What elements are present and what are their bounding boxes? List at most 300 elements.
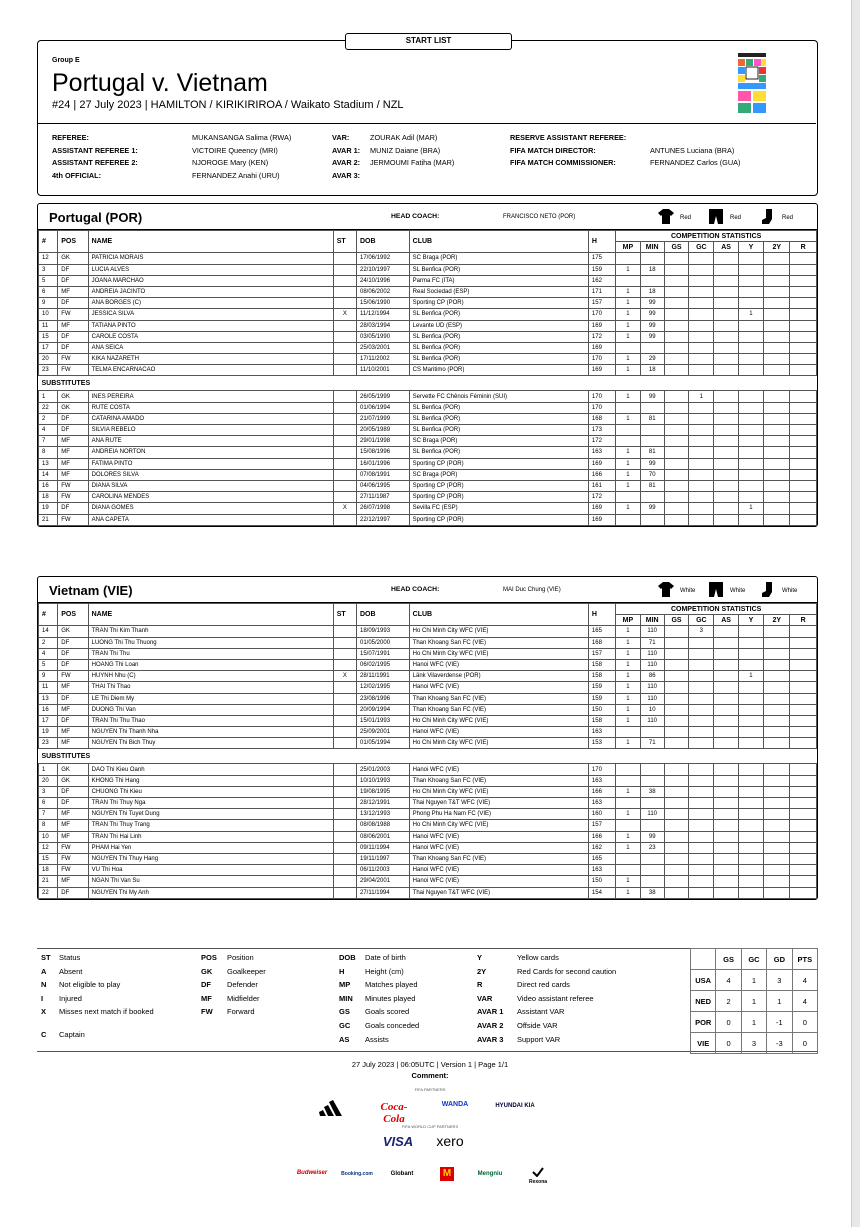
legend-item (41, 978, 154, 992)
col-stat: 2Y (764, 615, 790, 626)
official-role: VAR: (332, 133, 350, 142)
cell: 160 (588, 809, 615, 820)
legend-key: AVAR 1 (477, 1007, 504, 1017)
player-row (39, 820, 817, 831)
cell (790, 458, 817, 469)
cell (333, 469, 356, 480)
cell: 20/05/1989 (357, 425, 410, 436)
player-row (39, 704, 817, 715)
cell: 15 (39, 331, 58, 342)
cell (689, 876, 714, 887)
players-table (38, 603, 817, 899)
cell: 166 (588, 469, 615, 480)
cell: 1 (616, 447, 640, 458)
standings-row (691, 1033, 818, 1054)
cell (714, 320, 738, 331)
cell (333, 887, 356, 898)
cell (333, 391, 356, 402)
cell (714, 503, 738, 514)
cell (640, 253, 664, 264)
cell (664, 831, 688, 842)
cell (764, 887, 790, 898)
cell (664, 469, 688, 480)
standings-cell: -3 (767, 1033, 792, 1054)
coca-cola-logo: Coca-Cola (380, 1101, 408, 1125)
cell (664, 458, 688, 469)
cell: Hanoi WFC (VIE) (409, 764, 588, 775)
cell (616, 727, 640, 738)
cell: 38 (640, 887, 664, 898)
legend-item (339, 1033, 419, 1047)
player-row (39, 469, 817, 480)
legend-key: X (41, 1007, 47, 1017)
cell (738, 876, 763, 887)
cell: Than Khoang San FC (VIE) (409, 704, 588, 715)
cell: 23 (39, 738, 58, 749)
cell: 169 (588, 342, 615, 353)
legend-item (477, 965, 616, 979)
official-name: ANTUNES Luciana (BRA) (650, 145, 735, 155)
standings-cell: 0 (792, 1012, 817, 1033)
cell: 18 (39, 492, 58, 503)
cell: LUCIA ALVES (88, 264, 333, 275)
cell (689, 704, 714, 715)
cell (738, 365, 763, 376)
cell: 169 (588, 514, 615, 525)
cell: 17/06/1992 (357, 253, 410, 264)
col-pos: POS (58, 604, 88, 626)
cell: 5 (39, 275, 58, 286)
cell: MF (58, 447, 88, 458)
cell (640, 727, 664, 738)
budweiser-logo: Budweiser (296, 1170, 328, 1176)
player-row (39, 764, 817, 775)
cell: 19/08/1995 (357, 786, 410, 797)
cell (764, 309, 790, 320)
legend-desc: Support VAR (517, 1034, 561, 1044)
cell (790, 425, 817, 436)
player-row (39, 659, 817, 670)
official-row (510, 132, 740, 145)
cell: 04/06/1995 (357, 480, 410, 491)
cell: 22 (39, 402, 58, 413)
cell: 1 (616, 786, 640, 797)
cell (616, 514, 640, 525)
cell: MF (58, 469, 88, 480)
cell: 165 (588, 853, 615, 864)
cell (664, 342, 688, 353)
cell (640, 876, 664, 887)
standings-cell: 0 (716, 1012, 741, 1033)
cell: 24/10/1996 (357, 275, 410, 286)
cell (790, 354, 817, 365)
cell (714, 738, 738, 749)
legend-desc: Goals conceded (365, 1020, 420, 1030)
kit-shirt-icon (658, 581, 674, 598)
player-row (39, 480, 817, 491)
cell: Ho Chi Minh City WFC (VIE) (409, 648, 588, 659)
cell (764, 693, 790, 704)
player-row (39, 264, 817, 275)
cell: 22/10/1997 (357, 264, 410, 275)
cell: 1 (616, 458, 640, 469)
kit-socks-color: White (782, 588, 798, 594)
cell: 1 (616, 671, 640, 682)
official-role: RESERVE ASSISTANT REFEREE: (510, 133, 627, 142)
cell: FW (58, 309, 88, 320)
cell (333, 727, 356, 738)
cell: FW (58, 514, 88, 525)
legend-item (477, 1019, 616, 1033)
player-row (39, 727, 817, 738)
cell (616, 436, 640, 447)
cell (714, 887, 738, 898)
booking-logo: Booking.com (341, 1171, 373, 1177)
official-role: AVAR 3: (332, 170, 361, 180)
legend-key: AS (339, 1034, 350, 1044)
cell (640, 865, 664, 876)
cell (738, 704, 763, 715)
cell: 110 (640, 648, 664, 659)
cell (790, 820, 817, 831)
cell: 71 (640, 738, 664, 749)
xero-logo: xero (436, 1133, 464, 1149)
cell (664, 876, 688, 887)
match-info: #24 | 27 July 2023 | HAMILTON / KIRIKIRIROA / Waikato Stadium / NZL (52, 99, 404, 111)
cell (738, 331, 763, 342)
cell: NGAN Thi Van Su (88, 876, 333, 887)
legend-item (339, 951, 419, 965)
cell: 20/09/1994 (357, 704, 410, 715)
cell (764, 469, 790, 480)
cell (714, 413, 738, 424)
cell: MF (58, 831, 88, 842)
cell (689, 842, 714, 853)
cell (764, 514, 790, 525)
player-row (39, 648, 817, 659)
standings-cell: 4 (792, 970, 817, 991)
col-stat: MIN (640, 615, 664, 626)
cell (664, 648, 688, 659)
cell (714, 354, 738, 365)
legend-key: ST (41, 953, 51, 962)
cell: 71 (640, 637, 664, 648)
cell: 19 (39, 727, 58, 738)
cell: 29/01/1998 (357, 436, 410, 447)
mengniu-logo: Mengniu (477, 1171, 503, 1177)
cell (714, 659, 738, 670)
legend-key: AVAR 2 (477, 1020, 504, 1030)
cell: SC Braga (POR) (409, 436, 588, 447)
cell (664, 447, 688, 458)
cell (689, 715, 714, 726)
cell: 11/10/2001 (357, 365, 410, 376)
cell (790, 402, 817, 413)
cell: 163 (588, 798, 615, 809)
cell (664, 320, 688, 331)
cell (714, 671, 738, 682)
standings-cell: 4 (716, 970, 741, 991)
team-header (38, 577, 817, 603)
team-vietnam (37, 576, 818, 900)
kit-socks-icon (760, 581, 776, 598)
cell: 166 (588, 831, 615, 842)
cell (640, 775, 664, 786)
cell: Sporting CP (POR) (409, 492, 588, 503)
cell (790, 865, 817, 876)
cell: SL Benfica (POR) (409, 309, 588, 320)
legend-desc: Height (cm) (365, 966, 404, 976)
cell: SL Benfica (POR) (409, 354, 588, 365)
legend-key: A (41, 966, 47, 976)
cell: 1 (616, 704, 640, 715)
cell (738, 298, 763, 309)
wc-partners-label: FIFA WORLD CUP PARTNERS (401, 1124, 459, 1129)
cell (616, 775, 640, 786)
cell (738, 853, 763, 864)
col-club: CLUB (409, 604, 588, 626)
cell: 1 (616, 682, 640, 693)
cell (333, 365, 356, 376)
cell (714, 693, 738, 704)
cell (714, 775, 738, 786)
cell: DOLORES SILVA (88, 469, 333, 480)
cell: 172 (588, 331, 615, 342)
cell: 172 (588, 436, 615, 447)
player-row (39, 865, 817, 876)
legend-item (201, 978, 266, 992)
cell: DF (58, 659, 88, 670)
cell: 110 (640, 682, 664, 693)
cell: FW (58, 853, 88, 864)
cell (790, 842, 817, 853)
cell: 159 (588, 693, 615, 704)
cell: NGUYEN Thi Tuyet Dung (88, 809, 333, 820)
cell (714, 309, 738, 320)
cell (790, 637, 817, 648)
cell (738, 447, 763, 458)
cell: Real Sociedad (ESP) (409, 286, 588, 297)
cell (640, 425, 664, 436)
cell: 25/01/2003 (357, 764, 410, 775)
cell: 99 (640, 309, 664, 320)
cell: 01/06/1994 (357, 402, 410, 413)
cell (714, 492, 738, 503)
kit-shorts-icon (708, 581, 724, 598)
player-row (39, 809, 817, 820)
legend-key: AVAR 3 (477, 1034, 504, 1044)
cell (689, 659, 714, 670)
cell (616, 275, 640, 286)
col-pos: POS (58, 231, 88, 253)
cell: 169 (588, 458, 615, 469)
legend-desc: Captain (59, 1029, 85, 1039)
cell (664, 253, 688, 264)
cell: 166 (588, 786, 615, 797)
cell (664, 264, 688, 275)
cell: 1 (616, 887, 640, 898)
cell: 10/10/1993 (357, 775, 410, 786)
cell: 1 (616, 659, 640, 670)
standings-cell: 1 (741, 991, 766, 1012)
cell: 11/12/1994 (357, 309, 410, 320)
cell: 170 (588, 309, 615, 320)
cell: ANA BORGES (C) (88, 298, 333, 309)
cell: 170 (588, 764, 615, 775)
cell: TRAN Thi Kim Thanh (88, 626, 333, 637)
cell: 159 (588, 264, 615, 275)
cell: CAROLE COSTA (88, 331, 333, 342)
head-coach-name: MAI Duc Chung (VIE) (503, 587, 561, 593)
cell (790, 786, 817, 797)
cell (664, 365, 688, 376)
legend-item (201, 951, 266, 965)
cell (790, 309, 817, 320)
cell: 21/07/1999 (357, 413, 410, 424)
cell: 3 (39, 786, 58, 797)
cell (790, 342, 817, 353)
cell (790, 648, 817, 659)
cell (714, 425, 738, 436)
legend-key: R (477, 980, 483, 990)
cell (664, 626, 688, 637)
official-name: FERNANDEZ Anahi (URU) (192, 170, 280, 180)
cell (640, 402, 664, 413)
cell: ANA CAPETA (88, 514, 333, 525)
cell: X (333, 503, 356, 514)
cell: GK (58, 253, 88, 264)
cell (764, 447, 790, 458)
cell: Ho Chi Minh City WFC (VIE) (409, 626, 588, 637)
cell: 1 (616, 354, 640, 365)
cell: 16 (39, 480, 58, 491)
cell: 4 (39, 425, 58, 436)
cell: TRAN Thi Thuy Trang (88, 820, 333, 831)
cell: 12 (39, 253, 58, 264)
legend-desc: Assistant VAR (517, 1007, 565, 1017)
cell: 20 (39, 354, 58, 365)
cell (764, 853, 790, 864)
cell (333, 715, 356, 726)
cell: Phong Phu Ha Nam FC (VIE) (409, 809, 588, 820)
substitutes-label: SUBSTITUTES (39, 749, 817, 764)
cell (738, 492, 763, 503)
cell: 159 (588, 682, 615, 693)
cell: GK (58, 764, 88, 775)
cell (738, 637, 763, 648)
cell (764, 413, 790, 424)
legend-desc: Injured (59, 993, 82, 1003)
official-name: ZOURAK Adil (MAR) (370, 133, 438, 142)
cell (738, 775, 763, 786)
col-stat: MP (616, 615, 640, 626)
cell: TRAN Thi Thu Thao (88, 715, 333, 726)
cell: 27/11/1987 (357, 492, 410, 503)
cell (714, 447, 738, 458)
cell (689, 309, 714, 320)
official-name: JERMOUMI Fatiha (MAR) (370, 158, 455, 167)
cell: 22/12/1997 (357, 514, 410, 525)
cell (333, 876, 356, 887)
col-name: NAME (88, 604, 333, 626)
cell: CATARINA AMADO (88, 413, 333, 424)
cell (689, 831, 714, 842)
team-name: Portugal (POR) (49, 210, 143, 225)
cell: MF (58, 286, 88, 297)
cell (738, 264, 763, 275)
cell: 09/11/1994 (357, 842, 410, 853)
cell (714, 648, 738, 659)
cell: 15/06/1990 (357, 298, 410, 309)
cell (714, 253, 738, 264)
col-h: H (588, 231, 615, 253)
cell: Sporting CP (POR) (409, 514, 588, 525)
wanda-logo: WANDA (441, 1101, 469, 1108)
kit-socks-color: Red (782, 215, 794, 221)
cell: 1 (616, 715, 640, 726)
start-list-title: START LIST (345, 33, 512, 50)
cell (664, 671, 688, 682)
cell (664, 809, 688, 820)
cell: SL Benfica (POR) (409, 402, 588, 413)
cell (764, 637, 790, 648)
col-stat: MIN (640, 242, 664, 253)
cell: NGUYEN Thi Bich Thuy (88, 738, 333, 749)
cell (616, 253, 640, 264)
cell (689, 820, 714, 831)
cell (640, 514, 664, 525)
legend-desc: Defender (227, 980, 258, 990)
legend-key: POS (201, 953, 217, 962)
cell (333, 492, 356, 503)
cell: 29 (640, 354, 664, 365)
player-row (39, 671, 817, 682)
cell: DF (58, 786, 88, 797)
legend-key: VAR (477, 993, 493, 1003)
cell (664, 514, 688, 525)
cell (790, 253, 817, 264)
cell (689, 253, 714, 264)
legend-key: MF (201, 993, 212, 1003)
head-coach-label: HEAD COACH: (391, 586, 440, 593)
cell: DIANA SILVA (88, 480, 333, 491)
cell (664, 727, 688, 738)
cell (664, 425, 688, 436)
cell: Ho Chi Minh City WFC (VIE) (409, 715, 588, 726)
cell: 16 (39, 704, 58, 715)
legend-col-2 (201, 951, 266, 1019)
cell (714, 626, 738, 637)
kit-socks-icon (760, 208, 776, 225)
cell: FATIMA PINTO (88, 458, 333, 469)
cell: DF (58, 413, 88, 424)
cell: 1 (616, 480, 640, 491)
cell: 7 (39, 809, 58, 820)
cell (333, 514, 356, 525)
cell: 01/05/1994 (357, 738, 410, 749)
cell (764, 626, 790, 637)
cell: 13/12/1993 (357, 809, 410, 820)
cell (689, 436, 714, 447)
cell: Than Khoang San FC (VIE) (409, 775, 588, 786)
cell (689, 354, 714, 365)
legend-desc: Position (227, 953, 254, 962)
legend-key: DF (201, 980, 211, 990)
cell: 99 (640, 503, 664, 514)
cell (689, 275, 714, 286)
cell: 11 (39, 320, 58, 331)
col-stat: GS (664, 242, 688, 253)
